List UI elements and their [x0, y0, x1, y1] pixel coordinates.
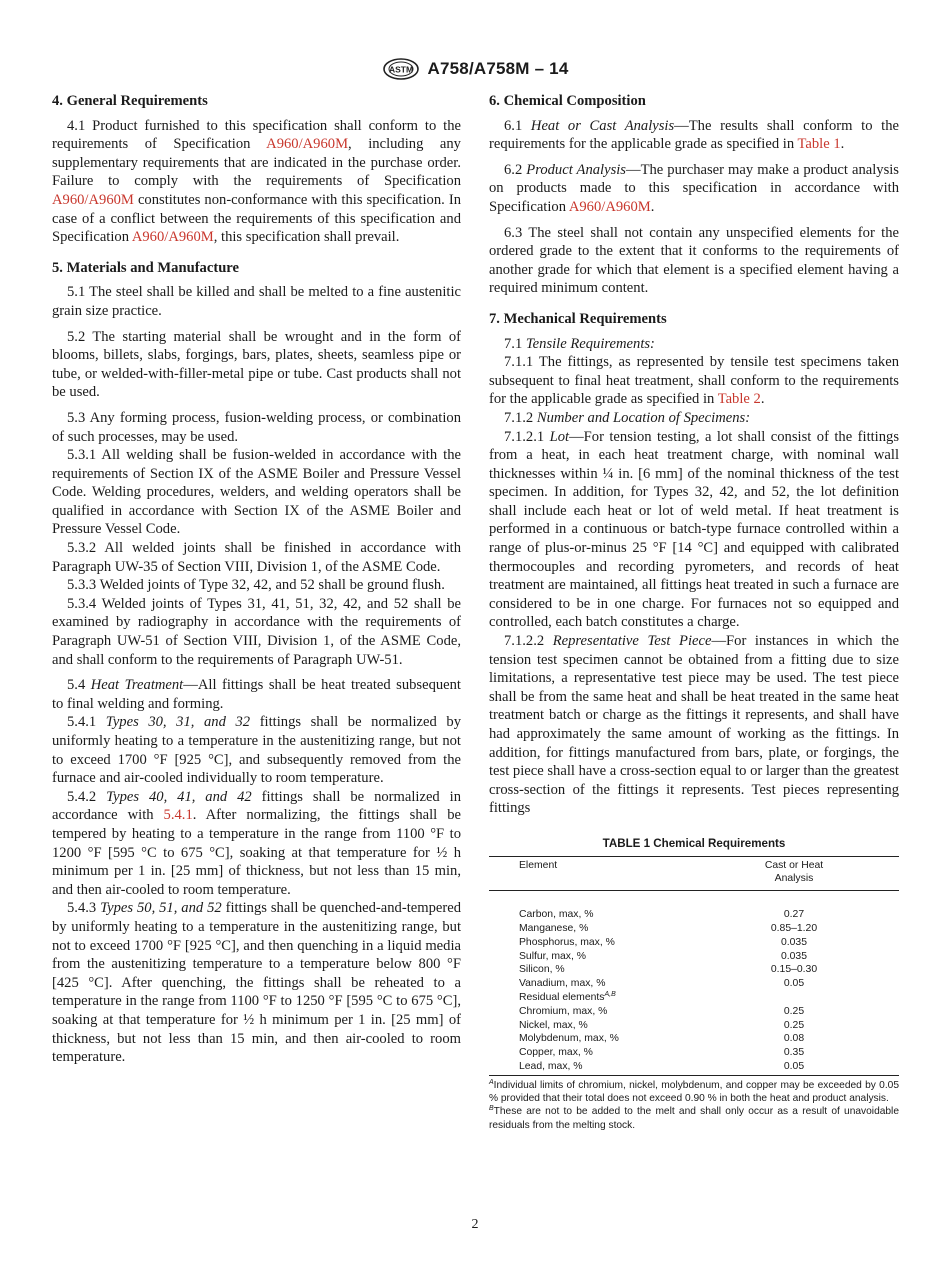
element-cell: Residual elements$^{A,B}$ — [519, 990, 616, 1003]
section-6-heading: 6. Chemical Composition — [489, 93, 646, 109]
paragraph-5-3-2: 5.3.2 All welded joints shall be finished in accordance with Paragraph UW-35 of Section VIII, Division 1, of the ASME Code. — [52, 540, 461, 575]
paragraph-7-1-1: 7.1.1 The fittings, as represented by tensile test specimens taken subsequent to final heat treatment, shall conform to the requirements for the applicable grade as specified in Table 2. — [489, 354, 899, 408]
table-row — [489, 963, 899, 977]
paragraph-7-1: 7.1 Tensile Requirements: — [504, 335, 655, 352]
paragraph-7-1-2: 7.1.2 Number and Location of Specimens: — [504, 409, 751, 426]
value-cell: 0.08 — [783, 1033, 805, 1045]
footnote-b: $^B$These are not to be added to the melt and shall only occur as a result of unavoidable residuals from the melting stock. — [489, 1105, 899, 1131]
paragraph-5-3-1: 5.3.1 All welding shall be fusion-welded in accordance with the requirements of Section IX of the ASME Boiler and Pressure Vessel Code. Welding procedures, welders, and welding operators shall be qualified in accordance with Section IX of the ASME Boiler and Pressure Vessel Code. — [52, 447, 461, 538]
value-cell: 0.27 — [783, 909, 805, 921]
table-1-caption: TABLE 1 Chemical Requirements — [602, 836, 786, 850]
paragraph-4-1: 4.1 Product furnished to this specification shall conform to the requirements of Specification A960/A960M, including any supplementary requirements that are indicated in the purchase order. Failure to comply with the requirements of Specification A960/A960M constitutes non-conformance with this specification. In case of a conflict between the requirements of this specification and Specification A960/A960M, this specification shall prevail. — [52, 117, 461, 246]
element-cell: Sulfur, max, % — [519, 950, 586, 962]
table-1 — [489, 837, 899, 1132]
table-row — [489, 936, 899, 950]
table-row — [489, 908, 899, 922]
table-row — [489, 977, 899, 991]
page-number: 2 — [471, 1217, 479, 1232]
element-cell: Phosphorus, max, % — [519, 936, 615, 948]
paragraph-5-4-2: 5.4.2 Types 40, 41, and 42 fittings shall be normalized in accordance with 5.4.1. After normalizing, the fittings shall be tempered by heating to a temperature in the range from 1100 °F to 1200 °F [595 °C to 675 °C], soaking at that temperature for ½ h minimum per 1 in. [25 mm] of thickness, but not less than 15 min, and then air-cooled to room temperature. — [52, 788, 461, 898]
paragraph-5-3-3: 5.3.3 Welded joints of Type 32, 42, and 52 shall be ground flush. — [67, 577, 445, 594]
svg-text:ASTM: ASTM — [388, 64, 413, 75]
paragraph-5-2: 5.2 The starting material shall be wrought and in the form of blooms, billets, slabs, forgings, bars, plates, sheets, seamless pipe or tube, or welded-with-filler-metal pipe or tube. Cast products shall not be used. — [52, 328, 461, 401]
paragraph-5-4-1: 5.4.1 Types 30, 31, and 32 fittings shall be normalized by uniformly heating to a temperature in the austenitizing range, but not to exceed 1700 °F [925 °C], and subsequently removed from the furnace and air-cooled individually to room temperature. — [52, 714, 461, 787]
value-cell: 0.05 — [783, 978, 805, 990]
right-column — [489, 92, 899, 1132]
document-designation: A758/A758M – 14 — [427, 59, 569, 78]
element-cell: Silicon, % — [519, 964, 565, 976]
page-header — [0, 58, 950, 80]
table-row — [489, 991, 899, 1005]
paragraph-6-2: 6.2 Product Analysis—The purchaser may make a product analysis on products made to this specification in accordance with Specification A960/A960M. — [489, 161, 899, 215]
paragraph-5-1: 5.1 The steel shall be killed and shall be melted to a fine austenitic grain size practice. — [52, 284, 461, 319]
value-cell: 0.25 — [783, 1005, 805, 1017]
element-cell: Manganese, % — [519, 922, 589, 934]
footnote-a: $^A$Individual limits of chromium, nickel, molybdenum, and copper may be exceeded by 0.05 % provided that their total does not exceed 0.90 % in both the heat and product analysis. — [489, 1078, 899, 1104]
table-row — [489, 1060, 899, 1075]
element-cell: Copper, max, % — [519, 1047, 593, 1059]
element-cell: Lead, max, % — [489, 1060, 719, 1075]
table-row — [489, 922, 899, 936]
spec-link-a960[interactable]: A960/A960M — [131, 229, 214, 246]
spec-link-a960[interactable]: A960/A960M — [266, 136, 349, 153]
section-4-heading: 4. General Requirements — [52, 93, 208, 109]
value-cell: 0.035 — [780, 950, 807, 962]
table-row — [489, 1032, 899, 1046]
chemical-requirements-table — [489, 856, 899, 1076]
value-cell: 0.85–1.20 — [770, 922, 818, 934]
table-row — [489, 949, 899, 963]
element-cell: Vanadium, max, % — [519, 978, 606, 990]
value-cell — [719, 991, 899, 1005]
astm-logo-icon — [382, 58, 420, 80]
value-cell: 0.035 — [780, 936, 807, 948]
element-cell: Chromium, max, % — [519, 1005, 608, 1017]
value-cell: 0.15–0.30 — [770, 964, 818, 976]
spec-link-a960[interactable]: A960/A960M — [52, 191, 134, 208]
paragraph-6-1: 6.1 Heat or Cast Analysis—The results shall conform to the requirements for the applicable grade as specified in Table 1. — [489, 117, 900, 153]
table-1-body — [489, 891, 899, 1076]
section-7-heading: 7. Mechanical Requirements — [489, 310, 667, 327]
value-cell: 0.35 — [783, 1047, 805, 1059]
paragraph-5-3-4: 5.3.4 Welded joints of Types 31, 41, 51, 32, 42, and 52 shall be examined by radiography in accordance with the requirements of Paragraph UW-51 of Section VIII, Division 1, of the ASME Code, and shall conform to the requirements of Paragraph UW-51. — [52, 595, 461, 668]
paragraph-7-1-2-1: 7.1.2.1 Lot—For tension testing, a lot shall consist of the fittings from a heat, in each heat treatment charge, with nominal wall thicknesses within ¼ in. [6 mm] of the nominal thickness of the test specimen. In addition, for Types 32, 42, and 52, the lot definition shall include each heat or lot of weld metal. If heat treatment is performed in a continuous or batch-type furnace controlled within a range of plus-or-minus 25 °F [14 °C] and equipped with calibrated thermocouples and recording pyrometers, and records of heat treatment are maintained, all fittings heat treated in such a furnace are considered to be in one charge. For furnaces not so equipped and controlled, each batch constitutes a charge. — [489, 428, 900, 631]
column-header-analysis: Cast or Heat Analysis — [719, 856, 899, 890]
left-column — [52, 92, 461, 1067]
table-row — [489, 1046, 899, 1060]
element-cell: Carbon, max, % — [519, 909, 594, 921]
spec-link-a960[interactable]: A960/A960M — [568, 198, 651, 215]
table-2-link[interactable]: Table 2 — [717, 391, 761, 408]
value-cell: 0.05 — [719, 1060, 899, 1075]
section-5-heading: 5. Materials and Manufacture — [52, 259, 239, 276]
paragraph-5-3: 5.3 Any forming process, fusion-welding process, or combination of such processes, may be used. — [52, 409, 461, 445]
paragraph-6-3: 6.3 The steel shall not contain any unspecified elements for the ordered grade to the extent that it conforms to the requirements of another grade for which that element is a specified element having a required minimum content. — [489, 224, 899, 297]
paragraph-7-1-2-2: 7.1.2.2 Representative Test Piece—For instances in which the tension test specimen cannot be obtained from a fitting due to size limitations, a representative test piece may be used. The test piece shall be from the same heat and shall be heat treated in the same heat treatment batch or charge as the fittings it represents, and shall have had approximately the same amount of working as the fittings. In addition, for fittings manufactured from bars, plate, or forgings, the test piece shall have a cross-section equal to or larger than the greatest cross-section of the fittings it represents. Test pieces representing fittings — [489, 633, 899, 817]
value-cell: 0.25 — [783, 1019, 805, 1031]
table-row — [489, 1018, 899, 1032]
table-row — [489, 1005, 899, 1019]
column-header-element: Element — [489, 856, 719, 890]
element-cell: Nickel, max, % — [519, 1019, 588, 1031]
table-1-link[interactable]: Table 1 — [797, 136, 841, 153]
element-cell: Molybdenum, max, % — [519, 1033, 619, 1045]
table-1-footnotes — [489, 1079, 899, 1132]
paragraph-5-4-3: 5.4.3 Types 50, 51, and 52 fittings shall be quenched-and-tempered by uniformly heating to a temperature in the austenitizing range, but not to exceed 1700 °F [925 °C], and then quenching in a liquid media from the austenitizing temperature to a temperature below 800 °F [425 °C]. After quenching, the fittings shall be reheated to a temperature in the range from 1100 °F to 1250 °F [595 °C to 675 °C], soaking at that temperature for ½ h minimum per 1 in. [25 mm] of thickness, but not less than 15 min, and then air-cooled to room temperature. — [52, 900, 461, 1066]
section-link-5-4-1[interactable]: 5.4.1 — [163, 807, 193, 824]
paragraph-5-4: 5.4 Heat Treatment—All fittings shall be heat treated subsequent to final welding and forming. — [52, 677, 461, 712]
